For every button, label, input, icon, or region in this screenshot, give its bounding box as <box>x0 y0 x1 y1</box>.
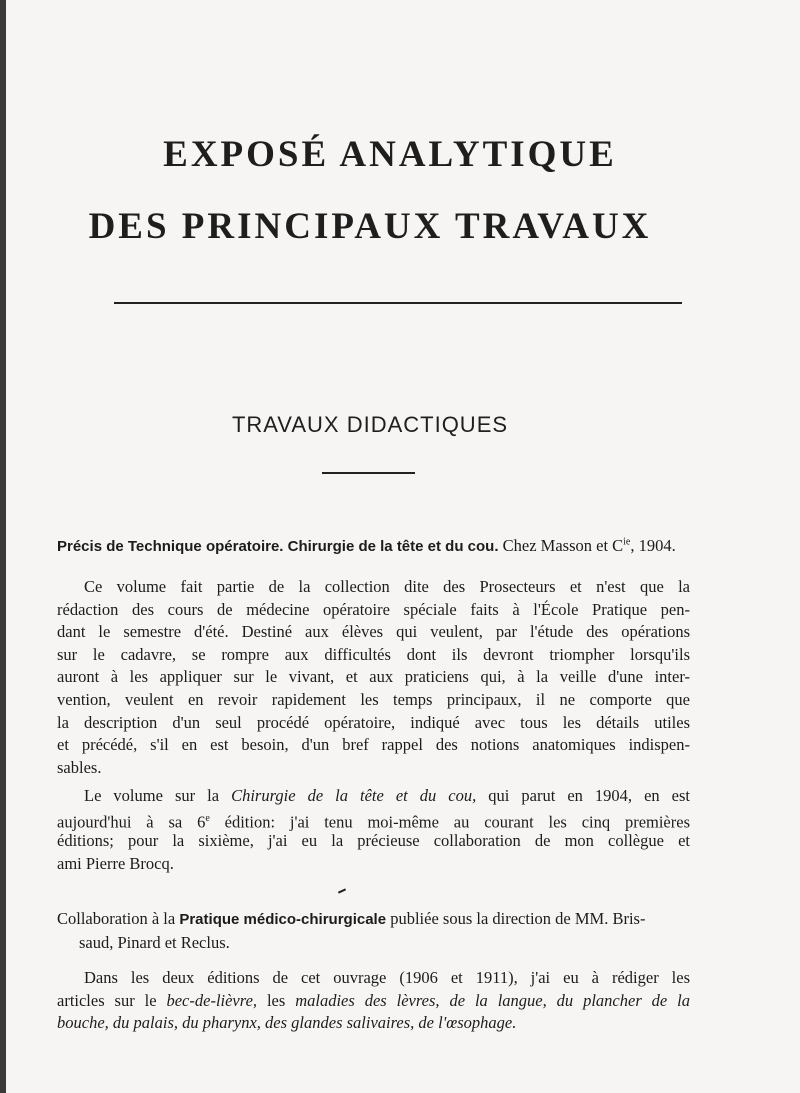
paragraph-line: éditions; pour la sixième, j'ai eu la précieuse collaboration de mon collègue et <box>57 831 690 851</box>
text-run: édition: j'ai tenu moi-même au courant les cinq premières <box>209 812 690 832</box>
article-italic: maladies des lèvres, de la langue, du plancher de la <box>295 990 690 1010</box>
paragraph-articles <box>57 967 690 1035</box>
text-run: aujourd'hui à sa 6 <box>57 812 206 832</box>
entry-title-publisher: Chez Masson et C <box>498 536 624 555</box>
section-divider <box>322 472 415 474</box>
paragraph-line <box>57 808 690 831</box>
paragraph-line: Ce volume fait partie de la collection dite des Prosecteurs et n'est que la <box>84 577 690 596</box>
section-heading: TRAVAUX DIDACTIQUES <box>231 412 509 437</box>
paragraph-line: rédaction des cours de médecine opératoire spéciale faits à l'École Pratique pen- <box>57 599 690 619</box>
text-run: Le volume sur la <box>84 786 232 805</box>
entry-title-bold: Précis de Technique opératoire. Chirurgie de la tête et du cou. <box>57 538 499 555</box>
page-title-line-2: DES PRINCIPAUX TRAVAUX <box>88 206 652 247</box>
title-divider <box>114 302 682 304</box>
paragraph-line: auront à les appliquer sur le vivant, et aux praticiens qui, à la veille d'une inter- <box>57 667 690 687</box>
text-run: publiée sous la direction de MM. Bris- <box>386 909 646 928</box>
page-title-line-1: EXPOSÉ ANALYTIQUE <box>163 134 617 175</box>
paragraph-line: sur le cadavre, se rompre aux difficultés dont ils devront triompher lorsqu'ils <box>57 644 690 664</box>
article-italic: bec-de-lièvre, <box>166 990 258 1010</box>
text-run: les <box>257 990 296 1010</box>
paragraph-line <box>57 990 690 1013</box>
paragraph-description <box>57 576 690 779</box>
paragraph-line: et précédé, s'il en est besoin, d'un bref rappel des notions anatomiques indispen- <box>57 735 690 755</box>
paragraph-editions <box>57 785 690 875</box>
paragraph-line: ami Pierre Brocq. <box>57 853 174 873</box>
text-run: articles sur le <box>57 990 167 1010</box>
text-run: qui parut en 1904, en est <box>476 786 690 805</box>
entry-title-collaboration <box>57 908 690 954</box>
edition-sup: e <box>205 812 210 824</box>
paragraph-line: Dans les deux éditions de cet ouvrage (1906 et 1911), j'ai eu à rédiger les <box>84 968 690 987</box>
paragraph-line: dant le semestre d'été. Destiné aux élèves qui veulent, par l'étude des opérations <box>57 622 690 642</box>
text-run: Collaboration à la <box>57 909 180 928</box>
paragraph-line: la description d'un seul procédé opératoire, indiqué avec tous les détails utiles <box>57 712 690 732</box>
paragraph-line: bouche, du palais, du pharynx, des glandes salivaires, de l'œsophage. <box>57 1013 517 1033</box>
entry-title-bold: Pratique médico-chirurgicale <box>179 911 387 928</box>
entry-title-precis <box>57 536 757 556</box>
printer-mark <box>338 888 346 893</box>
paragraph-line: sables. <box>57 757 102 777</box>
entry-title-year: , 1904. <box>630 536 676 555</box>
paragraph-line <box>57 785 690 808</box>
entry-title-line-2: saud, Pinard et Reclus. <box>79 932 230 952</box>
paragraph-line: vention, veulent en revoir rapidement les temps principaux, il ne comporte que <box>57 689 690 709</box>
book-title-italic: Chirurgie de la tête et du cou, <box>231 786 477 805</box>
entry-title-sup: ie <box>623 536 631 548</box>
